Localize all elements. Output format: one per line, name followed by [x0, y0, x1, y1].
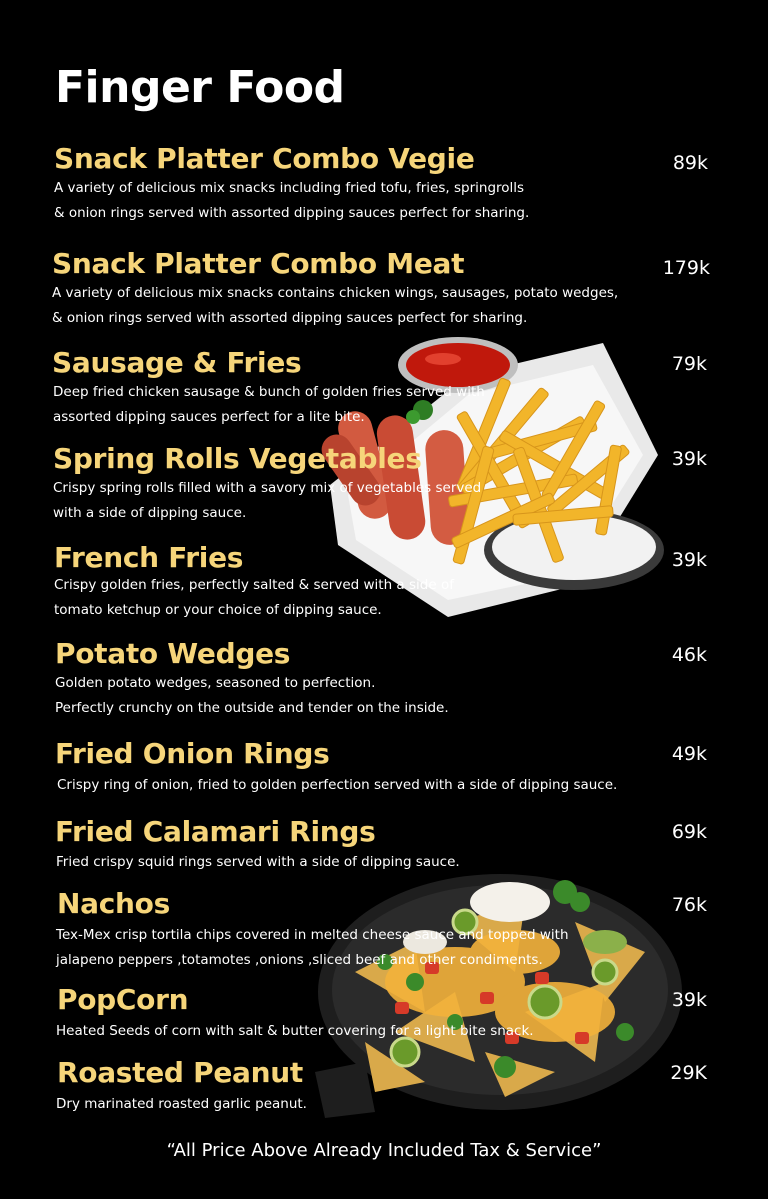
item-description [54, 176, 529, 225]
item-price: 79k [671, 353, 707, 375]
item-description-line: Perfectly crunchy on the outside and tender on the inside. [55, 699, 449, 716]
item-description [56, 850, 460, 875]
item-price: 76k [671, 894, 707, 916]
item-description-line: & onion rings served with assorted dipping sauces perfect for sharing. [54, 204, 530, 221]
item-description [56, 1019, 534, 1044]
item-description-line: Tex-Mex crisp tortila chips covered in melted cheese sauce and topped with [56, 927, 569, 943]
item-description-line: tomato ketchup or your choice of dipping sauce. [54, 601, 382, 618]
item-description-line: Crispy golden fries, perfectly salted & served with a side of [54, 577, 454, 593]
item-name: Sausage & Fries [52, 346, 302, 379]
item-description-line: Crispy spring rolls filled with a savory mix of vegetables served [53, 480, 482, 496]
item-price: 89k [672, 152, 708, 174]
item-price: 49k [671, 743, 707, 765]
item-description-line: Dry marinated roasted garlic peanut. [56, 1096, 307, 1112]
item-name: Nachos [57, 887, 170, 920]
item-description-line: Crispy ring of onion, fried to golden perfection served with a side of dipping sauce. [57, 777, 618, 793]
item-name: Fried Onion Rings [55, 737, 330, 770]
item-name: French Fries [54, 541, 244, 574]
item-name: Potato Wedges [55, 637, 291, 670]
item-price: 39k [671, 989, 707, 1011]
item-description [53, 476, 481, 525]
item-name: Fried Calamari Rings [55, 815, 376, 848]
item-description [56, 1092, 307, 1117]
item-description-line: Deep fried chicken sausage & bunch of golden fries served with [53, 384, 485, 400]
item-description-line: Fried crispy squid rings served with a side of dipping sauce. [56, 854, 460, 870]
item-price: 69k [671, 821, 707, 843]
nachos-image [305, 862, 685, 1120]
item-description-line: with a side of dipping sauce. [53, 504, 247, 521]
item-price: 29K [670, 1062, 707, 1084]
item-description [56, 923, 569, 972]
item-name: Snack Platter Combo Meat [52, 247, 465, 280]
item-price: 39k [671, 448, 707, 470]
item-description-line: jalapeno peppers ,totamotes ,onions ,sliced beef and other condiments. [56, 951, 543, 968]
item-price: 39k [671, 549, 707, 571]
item-name: Spring Rolls Vegetables [53, 442, 422, 475]
item-description [55, 671, 449, 720]
item-description-line: Golden potato wedges, seasoned to perfection. [55, 675, 376, 691]
item-name: Roasted Peanut [57, 1056, 303, 1089]
item-name: Snack Platter Combo Vegie [54, 142, 475, 175]
item-description-line: A variety of delicious mix snacks including fried tofu, fries, springrolls [54, 180, 525, 196]
item-price: 46k [671, 644, 707, 666]
item-description-line: & onion rings served with assorted dipping sauces perfect for sharing. [52, 309, 528, 326]
price-note: “All Price Above Already Included Tax & Service” [166, 1140, 602, 1161]
item-price: 179k [662, 257, 710, 279]
item-description [53, 380, 485, 429]
page-title: Finger Food [55, 62, 345, 113]
item-name: PopCorn [57, 983, 189, 1016]
item-description-line: A variety of delicious mix snacks contains chicken wings, sausages, potato wedges, [52, 285, 619, 301]
item-description [57, 773, 617, 798]
item-description [54, 573, 454, 622]
item-description-line: assorted dipping sauces perfect for a lite bite. [53, 408, 365, 425]
item-description [52, 281, 618, 330]
item-description-line: Heated Seeds of corn with salt & butter covering for a light bite snack. [56, 1023, 534, 1039]
